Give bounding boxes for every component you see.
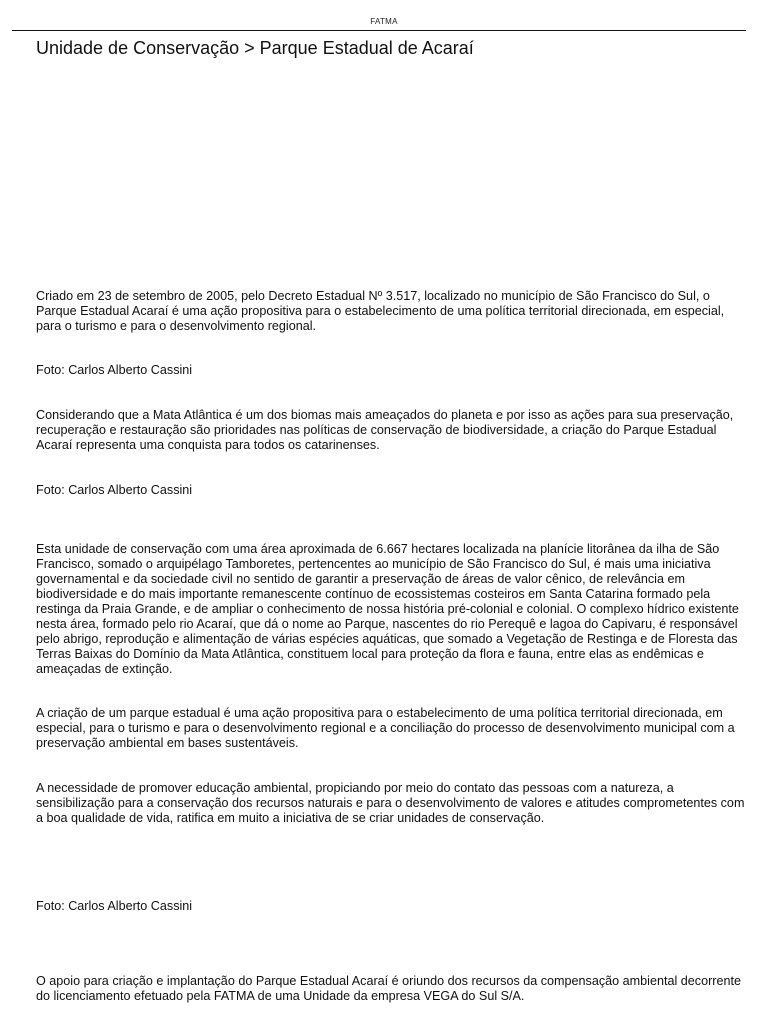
paragraph-mata-atlantica: Considerando que a Mata Atlântica é um dos biomas mais ameaçados do planeta e por isso as ações para sua preservação, recuperação e restauração são prioridades nas políticas de conservação de biodiversidade, a criação do Parque Estadual Acaraí representa uma conquista para todos os catarinenses. — [36, 408, 734, 452]
photo-caption: Foto: Carlos Alberto Cassini — [36, 899, 193, 913]
header-rule — [12, 30, 746, 31]
photo-caption: Foto: Carlos Alberto Cassini — [36, 483, 193, 497]
photo-caption: Foto: Carlos Alberto Cassini — [36, 363, 193, 377]
page-header: FATMA — [370, 17, 398, 26]
paragraph-environmental-education: A necessidade de promover educação ambiental, propiciando por meio do contato das pessoas com a natureza, a sensibilização para a conservação dos recursos naturais e para o desenvolvimento de valores e atitudes comprometentes com a boa qualidade de vida, ratifica em muito a iniciativa de se criar unidades de conservação. — [36, 781, 745, 825]
paragraph-park-creation: A criação de um parque estadual é uma ação propositiva para o estabelecimento de uma política territorial direcionada, em especial, para o turismo e para o desenvolvimento regional e a conciliação do processo de desenvolvimento municipal com a preservação ambiental em bases sustentáveis. — [36, 706, 735, 750]
paragraph-intro: Criado em 23 de setembro de 2005, pelo Decreto Estadual Nº 3.517, localizado no município de São Francisco do Sul, o Parque Estadual Acaraí é uma ação propositiva para o estabelecimento de uma política territorial direcionada, em especial, para o turismo e para o desenvolvimento regional. — [36, 289, 725, 333]
paragraph-funding: O apoio para criação e implantação do Parque Estadual Acaraí é oriundo dos recursos da compensação ambiental decorrente do licenciamento efetuado pela FATMA de uma Unidade da empresa VEGA do Sul S/A. — [36, 974, 741, 1003]
page-title: Unidade de Conservação > Parque Estadual de Acaraí — [36, 38, 474, 58]
paragraph-area-description: Esta unidade de conservação com uma área aproximada de 6.667 hectares localizada na planície litorânea da ilha de São Francisco, somado o arquipélago Tamboretes, pertencentes ao município de São Francisco do Sul, é mais uma iniciativa governamental e da sociedade civil no sentido de garantir a preservação de áreas de valor cênico, de relevância em biodiversidade e do mais importante remanescente contínuo de ecossistemas costeiros em Santa Catarina formado pela restinga da Praia Grande, e de ampliar o conhecimento de nossa história pré-colonial e colonial. O complexo hídrico existente nesta área, formado pelo rio Acaraí, que dá o nome ao Parque, nascentes do rio Perequê e lagoa do Capivaru, é responsável pelo abrigo, reprodução e alimentação de várias espécies aquáticas, que somado a Vegetação de Restinga e de Floresta das Terras Baixas do Domínio da Mata Atlântica, constituem local para proteção da flora e fauna, entre elas as endêmicas e ameaçadas de extinção. — [36, 542, 739, 676]
